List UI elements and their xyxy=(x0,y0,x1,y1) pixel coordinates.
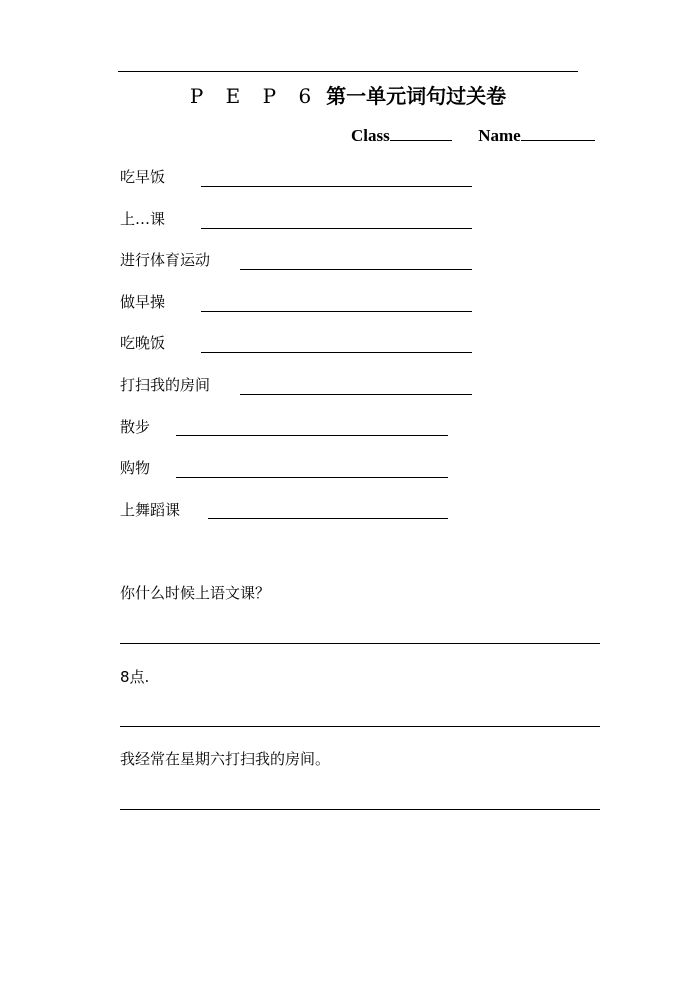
title-latin: P E P 6 xyxy=(189,84,320,108)
class-name-line xyxy=(351,126,595,146)
vocab-label-7: 散步 xyxy=(120,418,151,436)
sentence-blank-1[interactable] xyxy=(120,643,600,644)
vocab-blank-6[interactable] xyxy=(240,394,472,395)
vocab-label-5: 吃晚饭 xyxy=(120,334,166,352)
class-blank[interactable] xyxy=(390,126,452,141)
class-label: Class xyxy=(351,126,390,145)
vocab-label-2: 上…课 xyxy=(120,210,166,228)
sentence-blank-3[interactable] xyxy=(120,809,600,810)
vocab-blank-5[interactable] xyxy=(201,352,472,353)
title-cjk: 第一单元词句过关卷 xyxy=(326,84,507,108)
vocab-blank-3[interactable] xyxy=(240,269,472,270)
sentence-prompt-3: 我经常在星期六打扫我的房间。 xyxy=(120,750,331,768)
vocab-blank-9[interactable] xyxy=(208,518,448,519)
vocab-blank-8[interactable] xyxy=(176,477,448,478)
vocab-label-9: 上舞蹈课 xyxy=(120,501,181,519)
vocab-blank-2[interactable] xyxy=(201,228,472,229)
vocab-blank-7[interactable] xyxy=(176,435,448,436)
vocab-blank-4[interactable] xyxy=(201,311,472,312)
page-title xyxy=(118,82,578,110)
vocab-blank-1[interactable] xyxy=(201,186,472,187)
vocab-label-6: 打扫我的房间 xyxy=(120,376,211,394)
vocab-label-1: 吃早饭 xyxy=(120,168,166,186)
sentence-prompt-1: 你什么时候上语文课？ xyxy=(120,584,271,602)
name-label: Name xyxy=(478,126,521,145)
vocab-label-4: 做早操 xyxy=(120,293,166,311)
sentence-prompt-2: 8点. xyxy=(120,668,150,686)
header-rule xyxy=(118,71,578,72)
vocab-label-3: 进行体育运动 xyxy=(120,251,211,269)
sentence-blank-2[interactable] xyxy=(120,726,600,727)
vocab-label-8: 购物 xyxy=(120,459,151,477)
name-blank[interactable] xyxy=(521,126,595,141)
